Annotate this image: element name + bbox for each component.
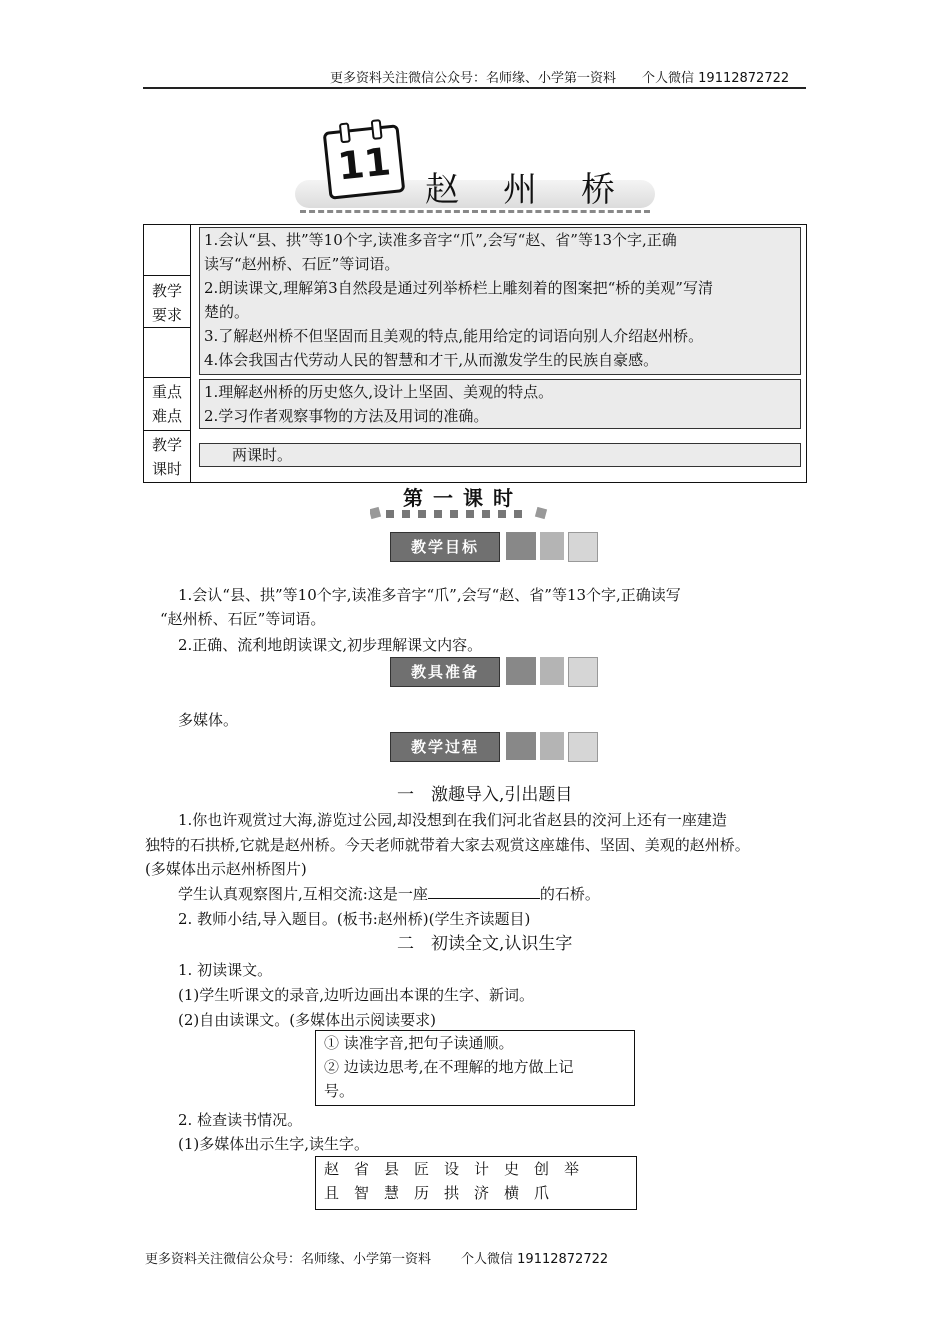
hours-label-line: 课时	[151, 460, 182, 478]
key-cell	[199, 379, 801, 429]
materials-text: 多媒体。	[178, 711, 239, 729]
part2-line: (2)自由读课文。(多媒体出示阅读要求)	[178, 1011, 436, 1029]
reading-requirements-box	[315, 1030, 635, 1106]
table-vline	[190, 225, 191, 482]
characters-row: 且智慧历拱济横爪	[324, 1184, 565, 1202]
reading-req-line: 号。	[324, 1082, 355, 1100]
key-label	[144, 380, 190, 428]
hours-label	[144, 433, 190, 481]
footer-wechat: 个人微信 19112872722	[461, 1252, 609, 1267]
check-line: 2. 检查读书情况。	[178, 1111, 303, 1129]
materials-tag-label: 教具准备	[390, 657, 500, 687]
page-footer	[145, 1248, 608, 1267]
key-line: 2.学习作者观察事物的方法及用词的准确。	[204, 407, 489, 425]
fill-before: 学生认真观察图片,互相交流:这是一座	[178, 885, 428, 903]
table-hline	[144, 275, 190, 276]
part2-line: (1)学生听课文的录音,边听边画出本课的生字、新词。	[178, 986, 535, 1004]
hours-cell	[199, 443, 801, 467]
table-hline	[144, 377, 190, 378]
objective-line: 1.会认“县、拱”等10个字,读准多音字“爪”,会写“赵、省”等13个字,正确读写	[178, 586, 681, 604]
materials-tag	[390, 657, 600, 685]
lesson-heading: 第一课时	[403, 486, 523, 510]
part1-summary: 2. 教师小结,导入题目。(板书:赵州桥)(学生齐读题目)	[178, 910, 531, 928]
goals-label-line: 教学	[151, 282, 182, 300]
objectives-tag-label: 教学目标	[390, 532, 500, 562]
goal-line: 2.朗读课文,理解第3自然段是通过列举桥栏上雕刻着的图案把“桥的美观”写清	[204, 279, 713, 297]
goal-line: 读写“赵州桥、石匠”等词语。	[204, 255, 400, 273]
key-label-line: 难点	[151, 407, 182, 425]
table-hline	[144, 327, 190, 328]
footer-text: 更多资料关注微信公众号：名师缘、小学第一资料	[145, 1252, 432, 1267]
fill-after: 的石桥。	[539, 885, 600, 903]
objective-line: “赵州桥、石匠”等词语。	[160, 610, 326, 628]
page-title: 赵州桥	[425, 170, 659, 210]
lesson-heading-decoration	[370, 506, 550, 520]
header-wechat: 个人微信 19112872722	[642, 71, 790, 86]
check-line: (1)多媒体出示生字,读生字。	[178, 1135, 370, 1153]
process-tag	[390, 732, 600, 760]
reading-req-line: ① 读准字音,把句子读通顺。	[324, 1034, 514, 1052]
characters-row: 赵省县匠设计史创举	[324, 1160, 595, 1178]
goal-line: 楚的。	[204, 303, 250, 321]
hours-label-line: 教学	[151, 436, 182, 454]
fill-in-line	[178, 882, 600, 906]
part1-line: (多媒体出示赵州桥图片)	[145, 860, 307, 878]
goal-line: 1.会认“县、拱”等10个字,读准多音字“爪”,会写“赵、省”等13个字,正确	[204, 231, 677, 249]
goal-line: 4.体会我国古代劳动人民的智慧和才干,从而激发学生的民族自豪感。	[204, 351, 659, 369]
key-label-line: 重点	[151, 383, 182, 401]
reading-req-line: ② 边读边思考,在不理解的地方做上记	[324, 1058, 574, 1076]
new-characters-box	[315, 1156, 637, 1210]
fill-blank	[428, 882, 540, 899]
part1-line: 1.你也许观赏过大海,游览过公园,却没想到在我们河北省赵县的洨河上还有一座建造	[178, 811, 727, 829]
part2-title: 二 初读全文,认识生字	[397, 934, 573, 954]
part1-title: 一 激趣导入,引出题目	[397, 785, 573, 805]
part1-line: 独特的石拱桥,它就是赵州桥。今天老师就带着大家去观赏这座雄伟、坚固、美观的赵州桥。	[145, 836, 750, 854]
hours-value: 两课时。	[232, 446, 293, 464]
objectives-tag	[390, 532, 600, 560]
key-line: 1.理解赵州桥的历史悠久,设计上坚固、美观的特点。	[204, 383, 554, 401]
page-header	[330, 67, 789, 86]
lesson-number-calendar-icon: 11	[323, 124, 406, 200]
header-divider	[143, 87, 806, 89]
part2-line: 1. 初读课文。	[178, 961, 273, 979]
goals-label	[144, 279, 190, 327]
goals-cell	[199, 227, 801, 375]
process-tag-label: 教学过程	[390, 732, 500, 762]
overview-table	[143, 224, 807, 483]
goals-label-line: 要求	[151, 306, 182, 324]
header-text: 更多资料关注微信公众号：名师缘、小学第一资料	[330, 71, 617, 86]
objective-line: 2.正确、流利地朗读课文,初步理解课文内容。	[178, 636, 483, 654]
goal-line: 3.了解赵州桥不但坚固而且美观的特点,能用给定的词语向别人介绍赵州桥。	[204, 327, 704, 345]
table-hline	[144, 430, 190, 431]
